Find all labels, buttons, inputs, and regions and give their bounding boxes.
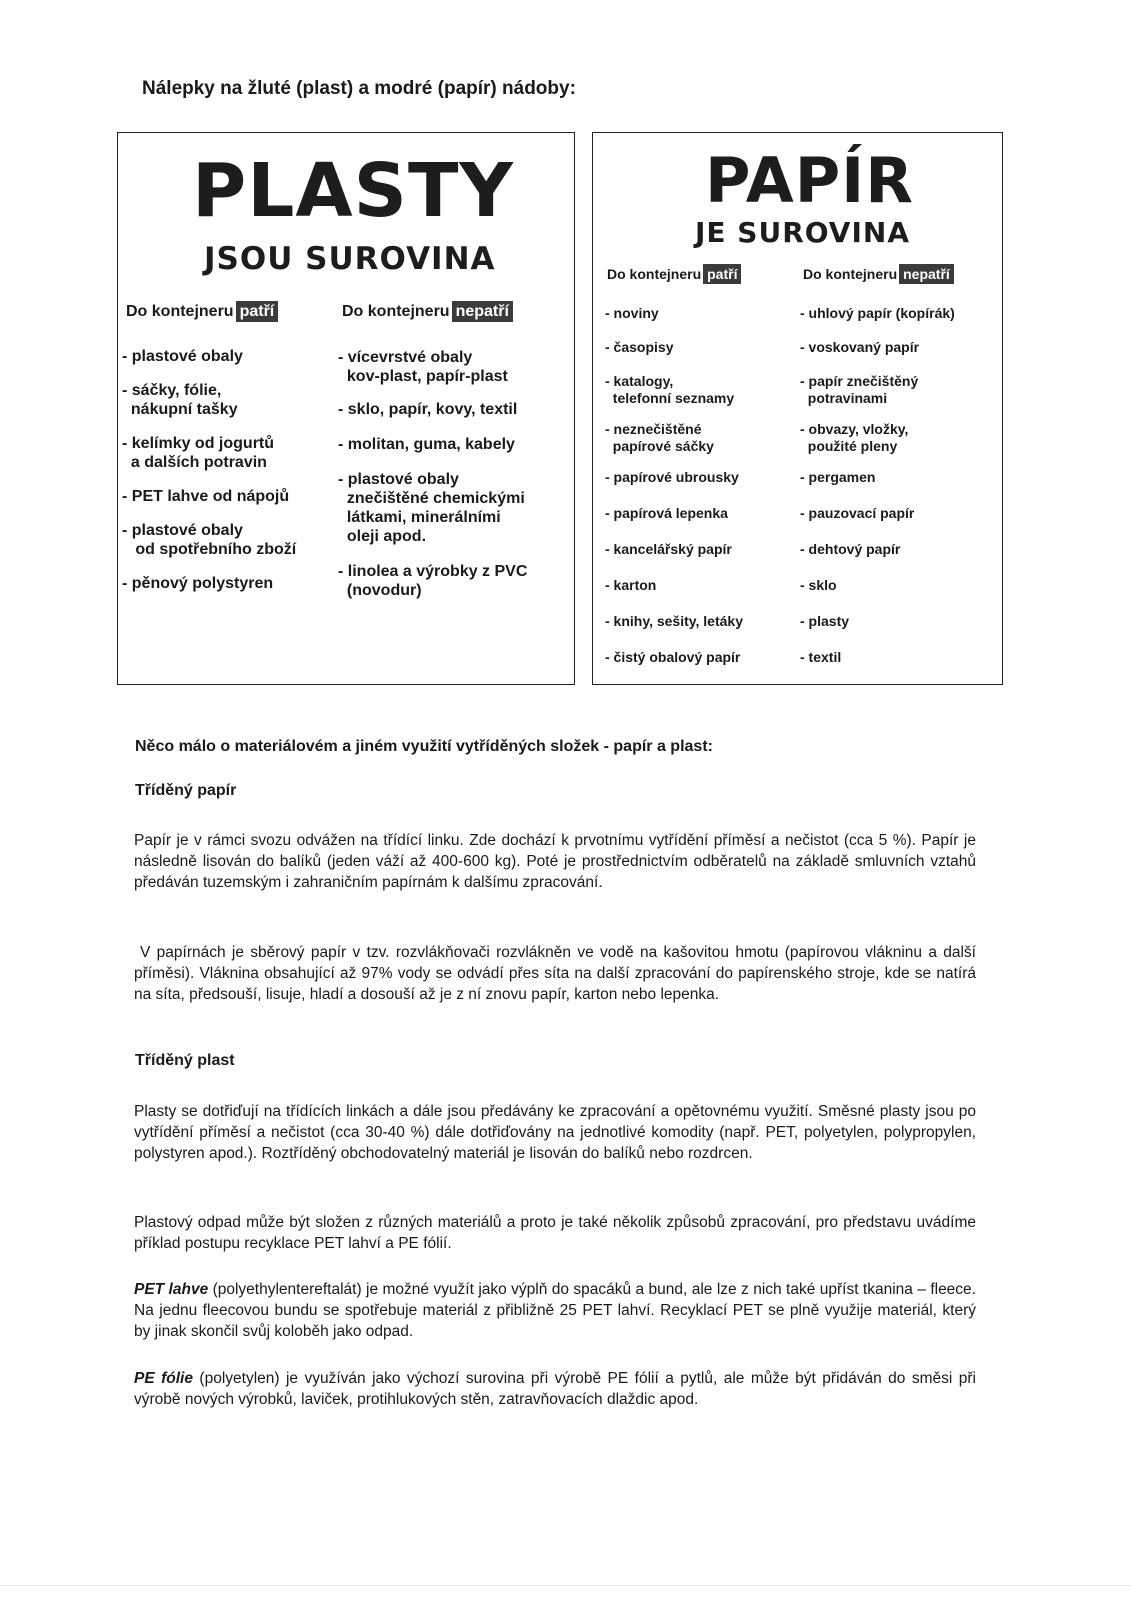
list-item: - papírová lepenka — [605, 505, 728, 521]
plasty-title: PLASTY — [192, 148, 515, 234]
paper-paragraph-1: Papír je v rámci svozu odvážen na třídící linku. Zde dochází k prvotnímu vytřídění příměsí a nečistot (cca 5 %). Papír je následně lisován do balíků (jeden váží až 400-600 kg). Poté je prostřednictvím odběratelů na základě smluvních vztahů předáván tuzemským i zahraničním papírnám k dalšímu zpracování. — [134, 832, 976, 891]
paper-paragraph-2: V papírnách je sběrový papír v tzv. rozvlákňovači rozvlákněn ve vodě na kašovitou hmotu (papírovou vlákninu a další příměsi). Vláknina obsahující až 97% vody se odvádí přes síta na další zpracování do papírenského stroje, kde se natírá na síta, předsouší, lisuje, hladí a dosouší až je z ní znovu papír, karton nebo lepenka. — [134, 944, 976, 1003]
list-item: - sáčky, fólie, nákupní tašky — [122, 382, 238, 418]
plasty-sticker — [117, 132, 575, 685]
papir-title: PAPÍR — [705, 144, 914, 217]
plasty-not-prefix: Do kontejneru — [342, 303, 450, 320]
plast-paragraph-2: Plastový odpad může být složen z různých materiálů a proto je také několik způsobů zpracování, pro představu uvádíme příklad postupu recyklace PET lahví a PE fólií. — [134, 1214, 976, 1252]
papir-belongs-header — [607, 266, 741, 282]
list-item: - kancelářský papír — [605, 541, 732, 557]
list-item: - voskovaný papír — [800, 339, 920, 355]
pe-term: PE fólie — [134, 1370, 193, 1387]
plasty-subtitle: JSOU SUROVINA — [204, 241, 496, 277]
pe-paragraph — [134, 1368, 976, 1410]
list-item: - linolea a výrobky z PVC (novodur) — [338, 563, 528, 599]
list-item: - papírové ubrousky — [605, 469, 739, 485]
plast-paragraph-1: Plasty se dotřiďují na třídících linkách a dále jsou předávány ke zpracování a opětovnému využití. Směsné plasty jsou po vytřídění příměsí a nečistot (cca 30-40 %) dále dotřiďovány na jednotlivé komodity (např. PET, polyetylen, polypropylen, polystyren apod.). Roztříděný obchodovatelný materiál je lisován do balíků nebo rozdrcen. — [134, 1103, 976, 1162]
list-item: - uhlový papír (kopírák) — [800, 305, 955, 321]
list-item: - dehtový papír — [800, 541, 901, 557]
list-item: - obvazy, vložky, použité pleny — [800, 421, 909, 454]
list-item: - čistý obalový papír — [605, 649, 741, 665]
plasty-not-badge: nepatří — [452, 301, 513, 322]
list-item: - plastové obaly znečištěné chemickými látkami, minerálními oleji apod. — [338, 471, 525, 545]
list-item: - molitan, guma, kabely — [338, 436, 515, 453]
papir-not-header — [803, 266, 954, 282]
plasty-not-list — [338, 348, 527, 600]
list-item: - katalogy, telefonní seznamy — [605, 373, 735, 406]
list-item: - vícevrstvé obaly kov-plast, papír-plast — [338, 349, 508, 385]
papir-not-prefix: Do kontejneru — [803, 266, 898, 282]
papir-not-list — [800, 305, 955, 666]
list-item: - neznečištěné papírové sáčky — [605, 421, 714, 454]
list-item: - sklo, papír, kovy, textil — [338, 401, 518, 418]
papir-subtitle: JE SUROVINA — [695, 216, 910, 249]
pe-text: (polyetylen) je využíván jako výchozí surovina při výrobě PE fólií a pytlů, ale může být přidáván do směsi při výrobě nových výrobků, laviček, protihlukových stěn, zatravňovacích dlaždic apod. — [134, 1370, 976, 1408]
paper-section-title: Tříděný papír — [135, 782, 237, 799]
plasty-belongs-badge: patří — [236, 301, 279, 322]
list-item: - plasty — [800, 613, 850, 629]
list-item: - plastové obaly — [122, 348, 243, 365]
list-item: - sklo — [800, 577, 837, 593]
papir-belongs-list — [605, 305, 743, 666]
scan-edge-divider — [0, 1585, 1131, 1586]
list-item: - knihy, sešity, letáky — [605, 613, 743, 629]
page-heading: Nálepky na žluté (plast) a modré (papír) nádoby: — [142, 78, 576, 99]
plasty-belongs-prefix: Do kontejneru — [126, 303, 234, 320]
plasty-belongs-list — [122, 347, 296, 593]
papir-not-badge: nepatří — [899, 264, 954, 284]
pet-paragraph — [134, 1279, 976, 1342]
list-item: - pěnový polystyren — [122, 575, 274, 592]
pet-text: (polyethylentereftalát) je možné využít jako výplň do spacáků a bund, ale lze z nich také upříst tkanina – fleece. Na jednu fleecovou bundu se spotřebuje materiál z přibližně 25 PET lahví. Recyklací PET se plně využije materiál, který by jinak skončil svůj koloběh jako odpad. — [134, 1281, 976, 1340]
plasty-not-header — [342, 303, 513, 321]
list-item: - časopisy — [605, 339, 674, 355]
list-item: - textil — [800, 649, 842, 665]
plasty-belongs-header — [126, 303, 278, 321]
list-item: - noviny — [605, 305, 659, 321]
list-item: - karton — [605, 577, 657, 593]
papir-belongs-prefix: Do kontejneru — [607, 266, 702, 282]
list-item: - papír znečištěný potravinami — [800, 373, 919, 406]
list-item: - plastové obaly od spotřebního zboží — [122, 522, 297, 558]
intro-title: Něco málo o materiálovém a jiném využití vytříděných složek - papír a plast: — [135, 738, 713, 755]
list-item: - PET lahve od nápojů — [122, 488, 290, 505]
pet-term: PET lahve — [134, 1281, 209, 1298]
plast-section-title: Tříděný plast — [135, 1052, 235, 1069]
list-item: - pauzovací papír — [800, 505, 915, 521]
list-item: - pergamen — [800, 469, 876, 485]
papir-sticker — [592, 132, 1003, 685]
list-item: - kelímky od jogurtů a dalších potravin — [122, 435, 275, 471]
papir-belongs-badge: patří — [703, 264, 741, 284]
